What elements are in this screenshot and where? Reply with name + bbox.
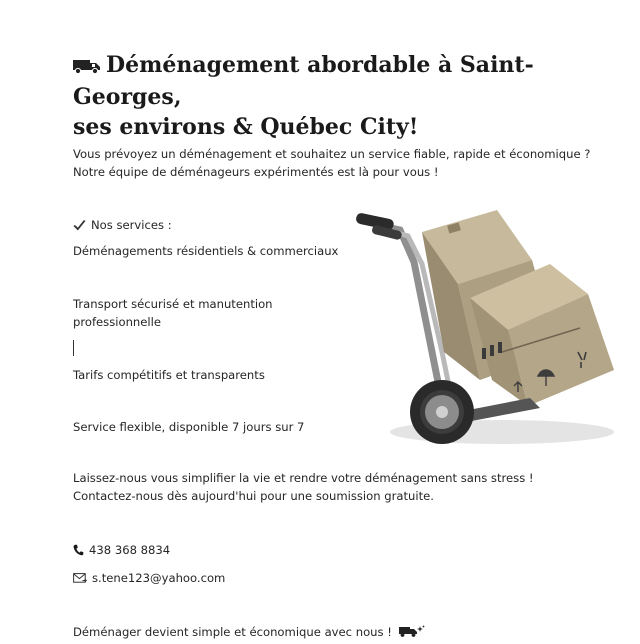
contact-phone (73, 541, 170, 561)
envelope-icon (73, 571, 87, 589)
text-cursor (73, 340, 74, 356)
check-icon (73, 218, 86, 236)
phone-icon (73, 543, 84, 561)
truck-icon (73, 52, 101, 82)
service-item-flexible: Service flexible, disponible 7 jours sur 7 (73, 420, 305, 434)
truck-sparkles-icon (399, 625, 425, 643)
page-title (73, 50, 613, 142)
closing-line (73, 623, 430, 643)
services-heading-label: Nos services : (91, 218, 172, 232)
services-heading (73, 216, 172, 236)
hand-truck-illustration (352, 202, 622, 464)
service-item-residential: Déménagements résidentiels & commerciaux (73, 244, 339, 258)
closing-text: Déménager devient simple et économique avec nous ! (73, 625, 392, 639)
phone-number[interactable]: 438 368 8834 (89, 543, 171, 557)
service-item-rates: Tarifs compétitifs et transparents (73, 368, 265, 382)
intro-paragraph: Vous prévoyez un déménagement et souhaitez un service fiable, rapide et économique ? Notre équipe de déménageurs expérimentés est là pour vous ! (73, 147, 591, 179)
outro-paragraph: Laissez-nous vous simplifier la vie et rendre votre déménagement sans stress ! Contactez-nous dès aujourd'hui pour une soumission gratuite. (73, 471, 534, 503)
email-address[interactable]: s.tene123@yahoo.com (92, 571, 226, 585)
title-line-2: ses environs & Québec City! (73, 114, 419, 140)
contact-email (73, 569, 225, 589)
title-line-1: Déménagement abordable à Saint-Georges, (73, 52, 534, 110)
service-item-transport: Transport sécurisé et manutention professionnelle (73, 297, 273, 329)
